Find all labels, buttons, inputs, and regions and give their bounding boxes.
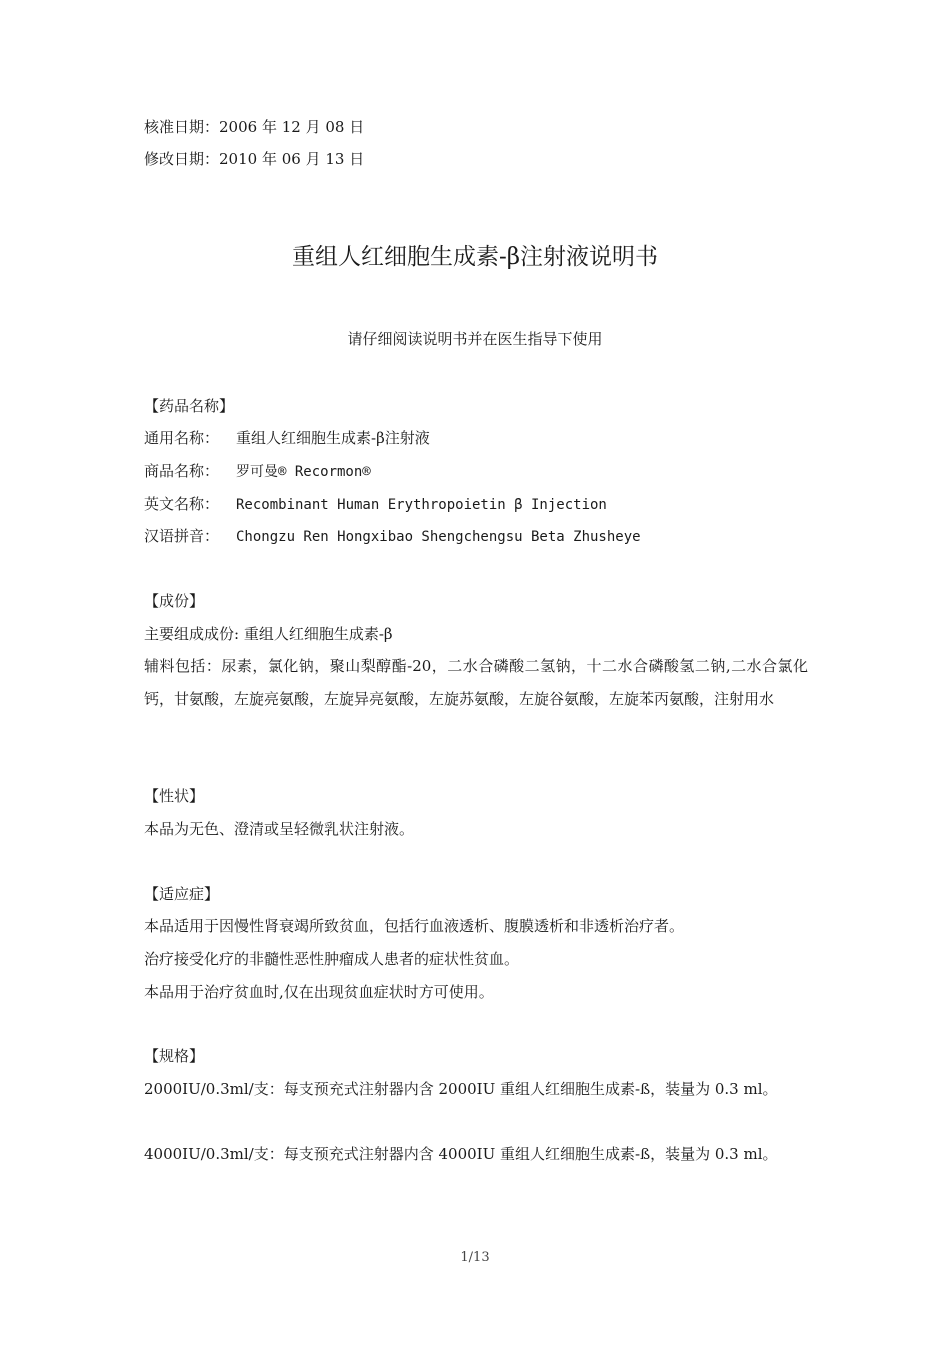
section-heading-indications: 【适应症】 — [144, 885, 220, 903]
section-heading-drug-name: 【药品名称】 — [144, 397, 235, 415]
english-name-label: 英文名称： — [144, 495, 220, 513]
composition-main: 主要组成成份: 重组人红细胞生成素-β — [144, 625, 393, 643]
pinyin-name-row — [144, 526, 641, 547]
indication-line-3: 本品用于治疗贫血时,仅在出现贫血症状时方可使用。 — [144, 983, 494, 1001]
trade-name-label: 商品名称： — [144, 462, 220, 480]
composition-excipients: 辅料包括：尿素，氯化钠，聚山梨醇酯-20，二水合磷酸二氢钠，十二水合磷酸氢二钠,二水合氯化钙，甘氨酸，左旋亮氨酸，左旋异亮氨酸，左旋苏氨酸，左旋谷氨酸，左旋苯丙氨酸，注射用水 — [144, 657, 808, 708]
pinyin-name-value: Chongzu Ren Hongxibao Shengchengsu Beta Zhusheye — [236, 529, 641, 545]
section-heading-composition: 【成份】 — [144, 592, 205, 610]
specification-1: 2000IU/0.3ml/支：每支预充式注射器内含 2000IU 重组人红细胞生成素-ß，装量为 0.3 ml。 — [144, 1080, 778, 1098]
page-number: 1/13 — [460, 1250, 490, 1265]
specification-2: 4000IU/0.3ml/支：每支预充式注射器内含 4000IU 重组人红细胞生成素-ß，装量为 0.3 ml。 — [144, 1145, 778, 1163]
generic-name-label: 通用名称： — [144, 429, 220, 447]
trade-name-row — [144, 461, 371, 482]
indication-line-1: 本品适用于因慢性肾衰竭所致贫血，包括行血液透析、腹膜透析和非透析治疗者。 — [144, 917, 685, 935]
english-name-value: Recombinant Human Erythropoietin β Injection — [236, 497, 607, 513]
document-title: 重组人红细胞生成素-β注射液说明书 — [291, 244, 659, 270]
generic-name-value: 重组人红细胞生成素-β注射液 — [236, 429, 430, 447]
approval-date: 核准日期：2006 年 12 月 08 日 — [144, 118, 365, 136]
section-heading-description: 【性状】 — [144, 787, 205, 805]
indication-line-2: 治疗接受化疗的非髓性恶性肿瘤成人患者的症状性贫血。 — [144, 950, 520, 968]
revision-date: 修改日期：2010 年 06 月 13 日 — [144, 150, 365, 168]
document-subtitle: 请仔细阅读说明书并在医生指导下使用 — [347, 330, 603, 348]
generic-name-row — [144, 428, 430, 448]
description-text: 本品为无色、澄清或呈轻微乳状注射液。 — [144, 820, 415, 838]
section-heading-specifications: 【规格】 — [144, 1047, 205, 1065]
english-name-row — [144, 494, 607, 515]
trade-name-value: 罗可曼® Recormon® — [236, 464, 371, 480]
pinyin-name-label: 汉语拼音： — [144, 527, 220, 545]
